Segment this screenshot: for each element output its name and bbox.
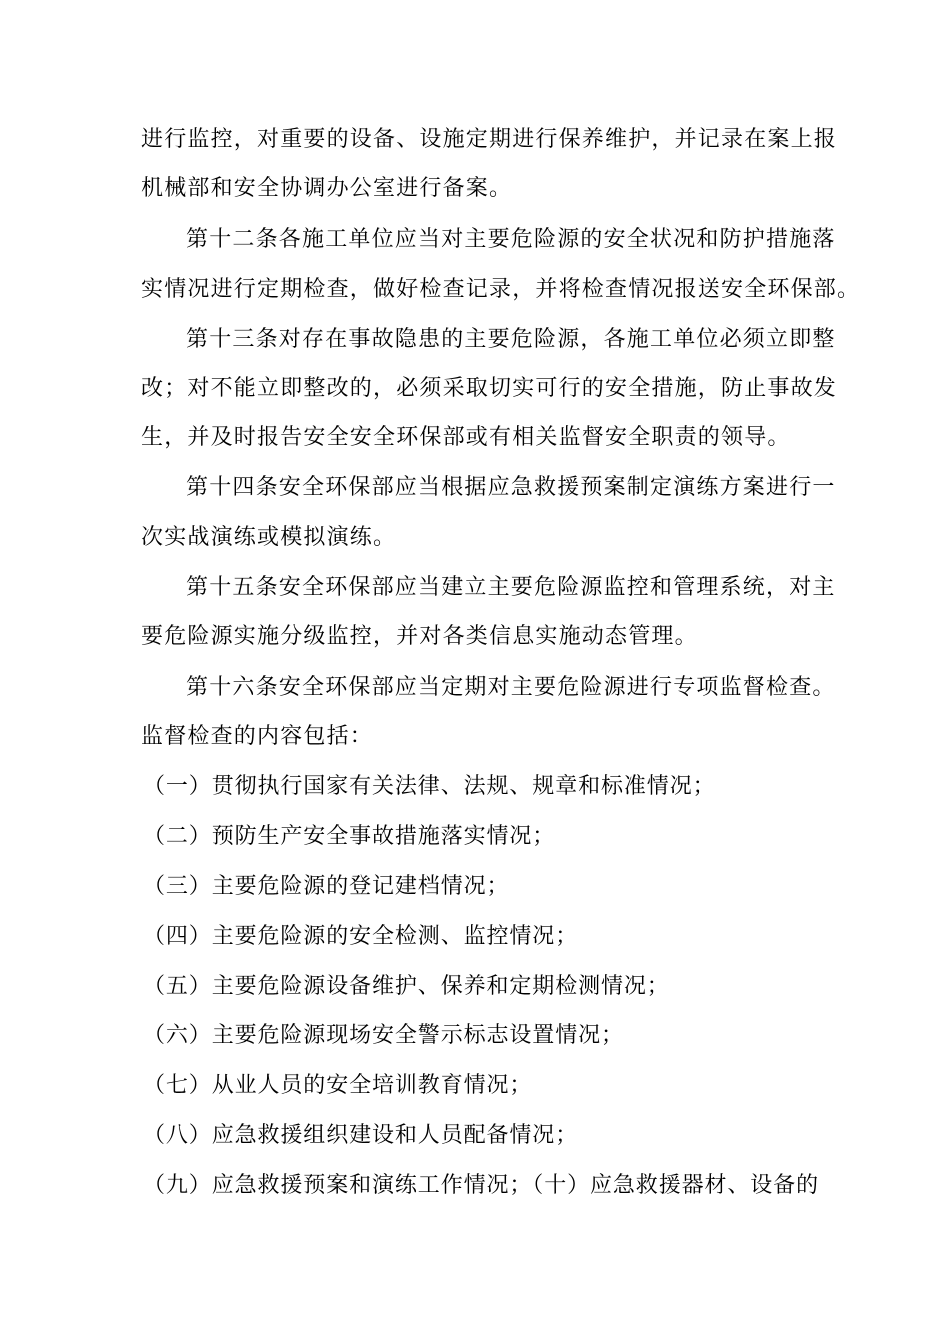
paragraph-line: 机械部和安全协调办公室进行备案。 [141, 176, 513, 201]
list-item: （八）应急救援组织建设和人员配备情况； [143, 1123, 579, 1148]
article-13-line: 改；对不能立即整改的，必须采取切实可行的安全措施，防止事故发 [141, 376, 838, 401]
article-13-line: 生，并及时报告安全安全环保部或有相关监督安全职责的领导。 [141, 425, 791, 450]
article-16-line: 第十六条安全环保部应当定期对主要危险源进行专项监督检查。 [186, 675, 836, 700]
list-item: （五）主要危险源设备维护、保养和定期检测情况； [143, 974, 670, 999]
list-item: （三）主要危险源的登记建档情况； [143, 874, 510, 899]
list-item: （二）预防生产安全事故措施落实情况； [143, 824, 556, 849]
list-item: （一）贯彻执行国家有关法律、法规、规章和标准情况； [143, 774, 716, 799]
article-15-line: 第十五条安全环保部应当建立主要危险源监控和管理系统，对主 [186, 575, 836, 600]
article-14-line: 第十四条安全环保部应当根据应急救援预案制定演练方案进行一 [186, 475, 836, 500]
article-14-line: 次实战演练或模拟演练。 [141, 525, 397, 550]
article-16-line: 监督检查的内容包括： [141, 724, 374, 749]
article-13-line: 第十三条对存在事故隐患的主要危险源，各施工单位必须立即整 [186, 327, 836, 352]
list-item: （九）应急救援预案和演练工作情况；（十）应急救援器材、设备的 [143, 1173, 820, 1198]
list-item: （六）主要危险源现场安全警示标志设置情况； [143, 1023, 624, 1048]
list-item: （四）主要危险源的安全检测、监控情况； [143, 924, 579, 949]
paragraph-line: 进行监控，对重要的设备、设施定期进行保养维护，并记录在案上报 [141, 127, 838, 152]
article-15-line: 要危险源实施分级监控，并对各类信息实施动态管理。 [141, 624, 698, 649]
article-12-line: 实情况进行定期检查，做好检查记录，并将检查情况报送安全环保部。 [141, 277, 861, 302]
article-12-line: 第十二条各施工单位应当对主要危险源的安全状况和防护措施落 [186, 227, 836, 252]
list-item: （七）从业人员的安全培训教育情况； [143, 1073, 533, 1098]
